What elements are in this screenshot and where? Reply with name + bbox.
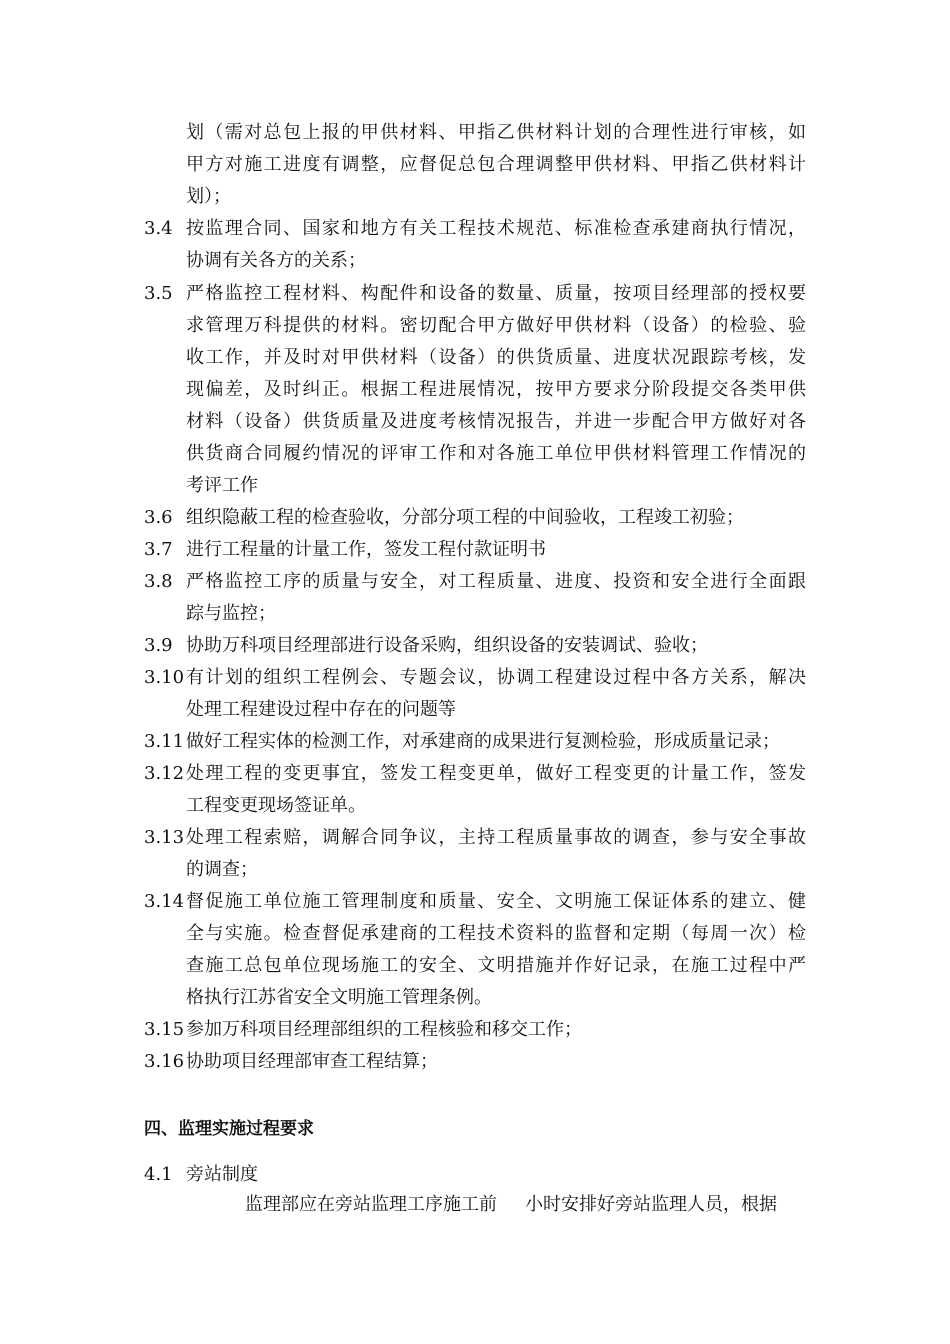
item-text: 协助项目经理部审查工程结算； (186, 1051, 438, 1072)
text-line: 工程变更现场签证单。 (186, 795, 366, 816)
item-text: 严格监控工序的质量与安全，对工程质量、进度、投资和安全进行全面跟 (186, 571, 806, 592)
item-title: 旁站制度 (186, 1164, 258, 1185)
section-heading: 四、监理实施过程要求 (144, 1119, 314, 1139)
text-line: 查施工总包单位现场施工的安全、文明措施并作好记录，在施工过程中严 (186, 955, 806, 976)
list-item-3-6 (144, 506, 806, 530)
list-item-3-10 (144, 666, 806, 690)
text-line: 供货商合同履约情况的评审工作和对各施工单位甲供材料管理工作情况的 (186, 443, 806, 464)
paragraph-line (245, 1193, 777, 1217)
paragraph-text-part2: 小时安排好旁站监理人员，根据 (525, 1194, 777, 1215)
text-line: 求管理万科提供的材料。密切配合甲方做好甲供材料（设备）的检验、验 (186, 315, 806, 336)
list-item-4-1 (144, 1163, 806, 1187)
list-item-3-5 (144, 282, 806, 306)
item-number: 3.4 (144, 218, 173, 239)
item-number: 3.14 (144, 891, 185, 912)
text-line: 甲方对施工进度有调整，应督促总包合理调整甲供材料、甲指乙供材料计 (186, 154, 806, 175)
item-text: 严格监控工程材料、构配件和设备的数量、质量，按项目经理部的授权要 (186, 283, 806, 304)
item-number: 3.15 (144, 1019, 185, 1040)
list-item-3-4 (144, 217, 806, 241)
text-line: 收工作，并及时对甲供材料（设备）的供货质量、进度状况跟踪考核，发 (186, 347, 806, 368)
text-line: 材料（设备）供货质量及进度考核情况报告，并进一步配合甲方做好对各 (186, 411, 806, 432)
item-number: 3.16 (144, 1051, 185, 1072)
list-item-3-7 (144, 538, 806, 562)
item-number: 3.12 (144, 763, 185, 784)
item-text: 处理工程索赔，调解合同争议，主持工程质量事故的调查，参与安全事故 (186, 827, 806, 848)
list-item-3-8 (144, 570, 806, 594)
text-line: 踪与监控； (186, 603, 276, 624)
item-number: 3.6 (144, 507, 173, 528)
text-line: 处理工程建设过程中存在的问题等 (186, 699, 456, 720)
item-number: 3.13 (144, 827, 185, 848)
text-line: 的调查； (186, 859, 258, 880)
item-number: 3.5 (144, 283, 173, 304)
item-number: 3.11 (144, 731, 185, 752)
item-text: 组织隐蔽工程的检查验收，分部分项工程的中间验收，工程竣工初验； (186, 507, 744, 528)
list-item-3-14 (144, 890, 806, 914)
item-number: 3.10 (144, 667, 185, 688)
paragraph-text-part1: 监理部应在旁站监理工序施工前 (245, 1194, 497, 1215)
item-number: 3.8 (144, 571, 173, 592)
list-item-3-9 (144, 634, 806, 658)
text-line: 全与实施。检查督促承建商的工程技术资料的监督和定期（每周一次）检 (186, 923, 806, 944)
list-item-3-11 (144, 730, 806, 754)
item-text: 督促施工单位施工管理制度和质量、安全、文明施工保证体系的建立、健 (186, 891, 806, 912)
list-item-3-12 (144, 762, 806, 786)
item-number: 4.1 (144, 1164, 173, 1185)
item-text: 参加万科项目经理部组织的工程核验和移交工作； (186, 1019, 582, 1040)
item-text: 做好工程实体的检测工作，对承建商的成果进行复测检验，形成质量记录； (186, 731, 780, 752)
text-line: 划（需对总包上报的甲供材料、甲指乙供材料计划的合理性进行审核，如 (186, 122, 806, 143)
item-text: 有计划的组织工程例会、专题会议，协调工程建设过程中各方关系，解决 (186, 667, 806, 688)
list-item-3-15 (144, 1018, 806, 1042)
item-number: 3.9 (144, 635, 173, 656)
text-line: 划）； (186, 186, 231, 207)
text-line: 协调有关各方的关系； (186, 250, 366, 271)
item-text: 按监理合同、国家和地方有关工程技术规范、标准检查承建商执行情况， (186, 218, 806, 239)
text-line: 格执行江苏省安全文明施工管理条例。 (186, 987, 492, 1008)
text-line: 考评工作 (186, 475, 258, 496)
list-item-3-13 (144, 826, 806, 850)
item-number: 3.7 (144, 539, 173, 560)
list-item-3-16 (144, 1050, 806, 1074)
item-text: 处理工程的变更事宜，签发工程变更单，做好工程变更的计量工作，签发 (186, 763, 806, 784)
item-text: 协助万科项目经理部进行设备采购，组织设备的安装调试、验收； (186, 635, 708, 656)
text-line: 现偏差，及时纠正。根据工程进展情况，按甲方要求分阶段提交各类甲供 (186, 379, 806, 400)
item-text: 进行工程量的计量工作，签发工程付款证明书 (186, 539, 546, 560)
